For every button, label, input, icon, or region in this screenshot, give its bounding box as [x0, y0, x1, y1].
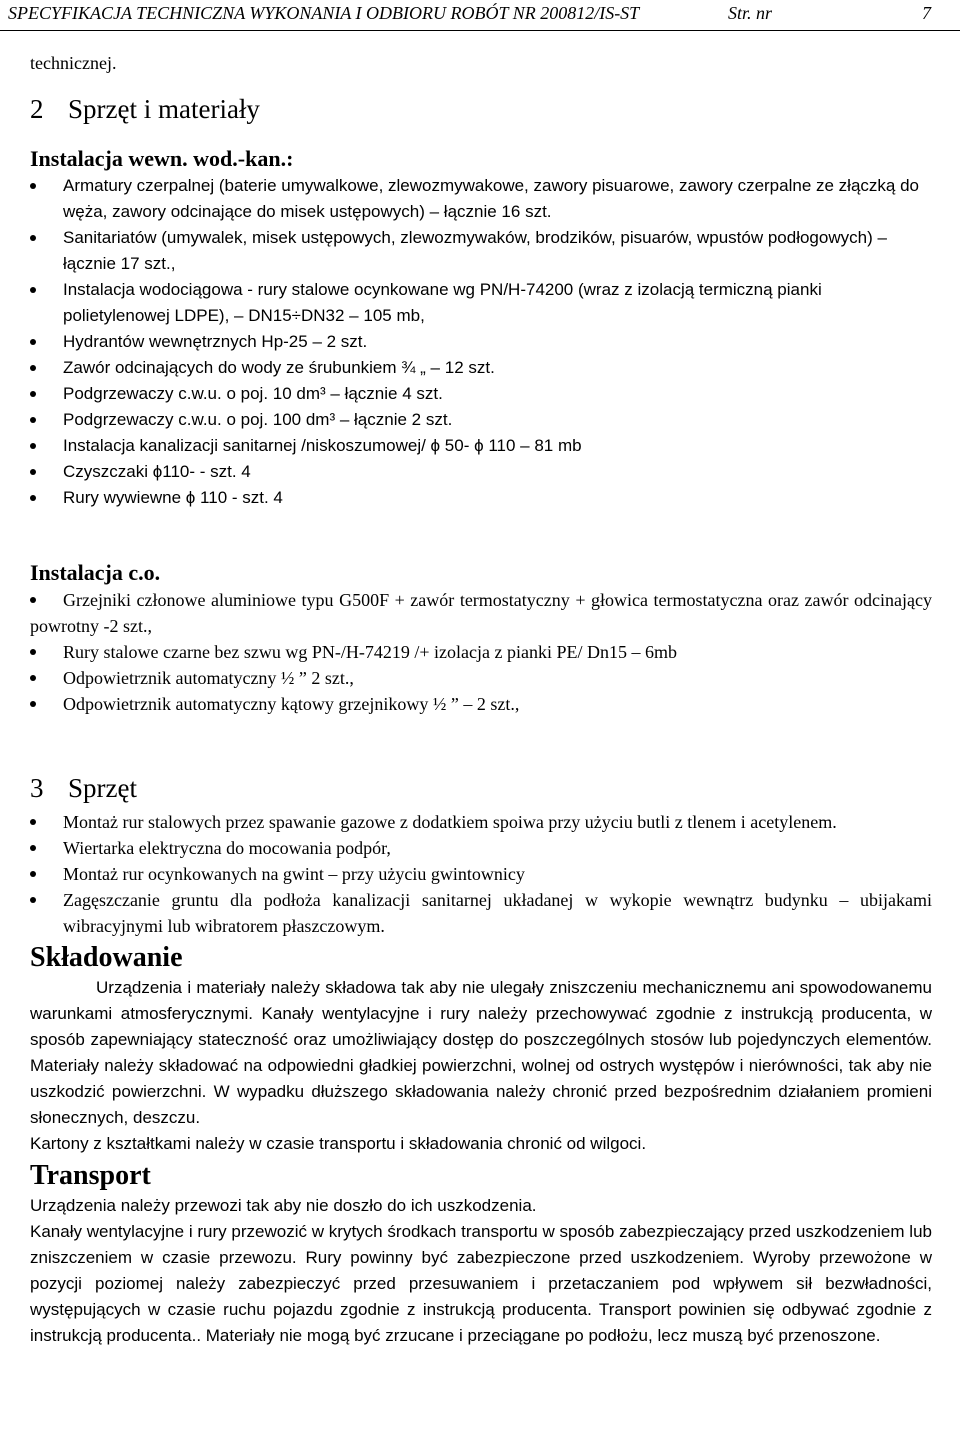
bullet-icon	[30, 845, 36, 851]
bullet-icon	[30, 701, 36, 707]
bullet-icon	[30, 871, 36, 877]
storage-heading: Składowanie	[30, 942, 183, 973]
document-body	[30, 30, 932, 1349]
bullet-icon	[30, 287, 36, 293]
bullet-icon	[30, 819, 36, 825]
section-2-heading	[30, 92, 932, 126]
heating-list	[30, 587, 932, 717]
heating-heading: Instalacja c.o.	[30, 560, 161, 585]
bullet-icon	[30, 675, 36, 681]
water-sewage-heading: Instalacja wewn. wod.-kan.:	[30, 146, 294, 171]
section-3-number: 3	[30, 773, 44, 803]
list-item: Rury wywiewne ϕ 110 - szt. 4	[30, 485, 932, 511]
list-item: Podgrzewaczy c.w.u. o poj. 10 dm³ – łącznie 4 szt.	[30, 381, 932, 407]
bullet-icon	[30, 339, 36, 345]
section-2-number: 2	[30, 94, 44, 124]
list-item: Zawór odcinających do wody ze śrubunkiem ¾ „ – 12 szt.	[30, 355, 932, 381]
list-item: Zagęszczanie gruntu dla podłoża kanalizacji sanitarnej układanej w wykopie wewnątrz budynku – ubijakami wibracyjnymi lub wibratorem płaszczowym.	[30, 887, 932, 939]
list-item: Odpowietrznik automatyczny ½ ” 2 szt.,	[30, 665, 932, 691]
transport-paragraph-ducts: Kanały wentylacyjne i rury przewozić w krytych środkach transportu w sposób zabezpieczający przed uszkodzeniem lub zniszczeniem w czasie przewozu. Rury powinny być zabezpieczone przed uszkodzeniem. Wyroby przewożone w pozycji poziomej należy zabezpieczyć przed przesuwaniem i przetaczaniem pod wpływem sił bezwładności, występujących w czasie ruchu pojazdu zgodnie z instrukcją producenta. Transport powinien się odbywać zgodnie z instrukcją producenta.. Materiały nie mogą być zrzucane i przeciągane po podłożu, lecz muszą być przenoszone.	[30, 1222, 932, 1345]
list-item: Odpowietrznik automatyczny kątowy grzejnikowy ½ ” – 2 szt.,	[30, 691, 932, 717]
storage-paragraph: Urządzenia i materiały należy składowa tak aby nie ulegały zniszczeniu mechanicznemu ani spowodowanemu warunkami atmosferycznymi. Kanały wentylacyjne i rury należy przechowywać zgodnie z instrukcją producenta, w sposób zapewniający stateczność oraz umożliwiający dostęp do poszczególnych stosów lub pojedynczych elementów. Materiały należy składować na odpowiedni gładkiej powierzchni, wolnej od ostrych występów i nierówności, tak aby nie uszkodzić powierzchni. W wypadku dłuższego składowania należy chronić przed bezpośrednim działaniem promieni słonecznych, deszczu.	[30, 978, 932, 1127]
list-item: Instalacja wodociągowa - rury stalowe ocynkowane wg PN/H-74200 (wraz z izolacją termiczną pianki polietylenowej LDPE), – DN15÷DN32 – 105 mb,	[30, 277, 932, 329]
list-item: Rury stalowe czarne bez szwu wg PN-/H-74219 /+ izolacja z pianki PE/ Dn15 – 6mb	[30, 639, 932, 665]
section-2-title: Sprzęt i materiały	[68, 94, 260, 124]
bullet-icon	[30, 417, 36, 423]
header-document-title: SPECYFIKACJA TECHNICZNA WYKONANIA I ODBIORU ROBÓT NR 200812/IS-ST	[8, 3, 640, 23]
list-item: Montaż rur stalowych przez spawanie gazowe z dodatkiem spoiwa przy użyciu butli z tlenem i acetylenem.	[30, 809, 932, 835]
transport-paragraph: Urządzenia należy przewozi tak aby nie doszło do ich uszkodzenia.	[30, 1196, 537, 1215]
equipment-list	[30, 809, 932, 939]
section-3-heading	[30, 771, 932, 805]
bullet-icon	[30, 443, 36, 449]
transport-heading: Transport	[30, 1160, 151, 1191]
intro-fragment: technicznej.	[30, 53, 117, 73]
list-item: Czyszczaki ϕ110- - szt. 4	[30, 459, 932, 485]
list-item: Sanitariatów (umywalek, misek ustępowych, zlewozmywaków, brodzików, pisuarów, wpustów podłogowych) – łącznie 17 szt.,	[30, 225, 932, 277]
section-3-title: Sprzęt	[68, 773, 137, 803]
bullet-icon	[30, 469, 36, 475]
bullet-icon	[30, 235, 36, 241]
list-item: Instalacja kanalizacji sanitarnej /niskoszumowej/ ϕ 50- ϕ 110 – 81 mb	[30, 433, 932, 459]
bullet-icon	[30, 597, 36, 603]
header-page-number: 7	[922, 3, 931, 23]
list-item: Grzejniki członowe aluminiowe typu G500F + zawór termostatyczny + głowica termostatyczna oraz zawór odcinający powrotny -2 szt.,	[30, 590, 932, 636]
list-item: Montaż rur ocynkowanych na gwint – przy użyciu gwintownicy	[30, 861, 932, 887]
bullet-icon	[30, 183, 36, 189]
page-header	[0, 0, 960, 31]
list-item: Hydrantów wewnętrznych Hp-25 – 2 szt.	[30, 329, 932, 355]
bullet-icon	[30, 495, 36, 501]
storage-paragraph-cartons: Kartony z kształtkami należy w czasie transportu i składowania chronić od wilgoci.	[30, 1134, 647, 1153]
bullet-icon	[30, 391, 36, 397]
bullet-icon	[30, 897, 36, 903]
header-page-label: Str. nr	[728, 3, 773, 23]
water-sewage-list	[30, 173, 932, 511]
list-item: Armatury czerpalnej (baterie umywalkowe, zlewozmywakowe, zawory pisuarowe, zawory czerpalne ze złączką do węża, zawory odcinające do misek ustępowych) – łącznie 16 szt.	[30, 173, 932, 225]
list-item: Wiertarka elektryczna do mocowania podpór,	[30, 835, 932, 861]
bullet-icon	[30, 649, 36, 655]
list-item: Podgrzewaczy c.w.u. o poj. 100 dm³ – łącznie 2 szt.	[30, 407, 932, 433]
bullet-icon	[30, 365, 36, 371]
